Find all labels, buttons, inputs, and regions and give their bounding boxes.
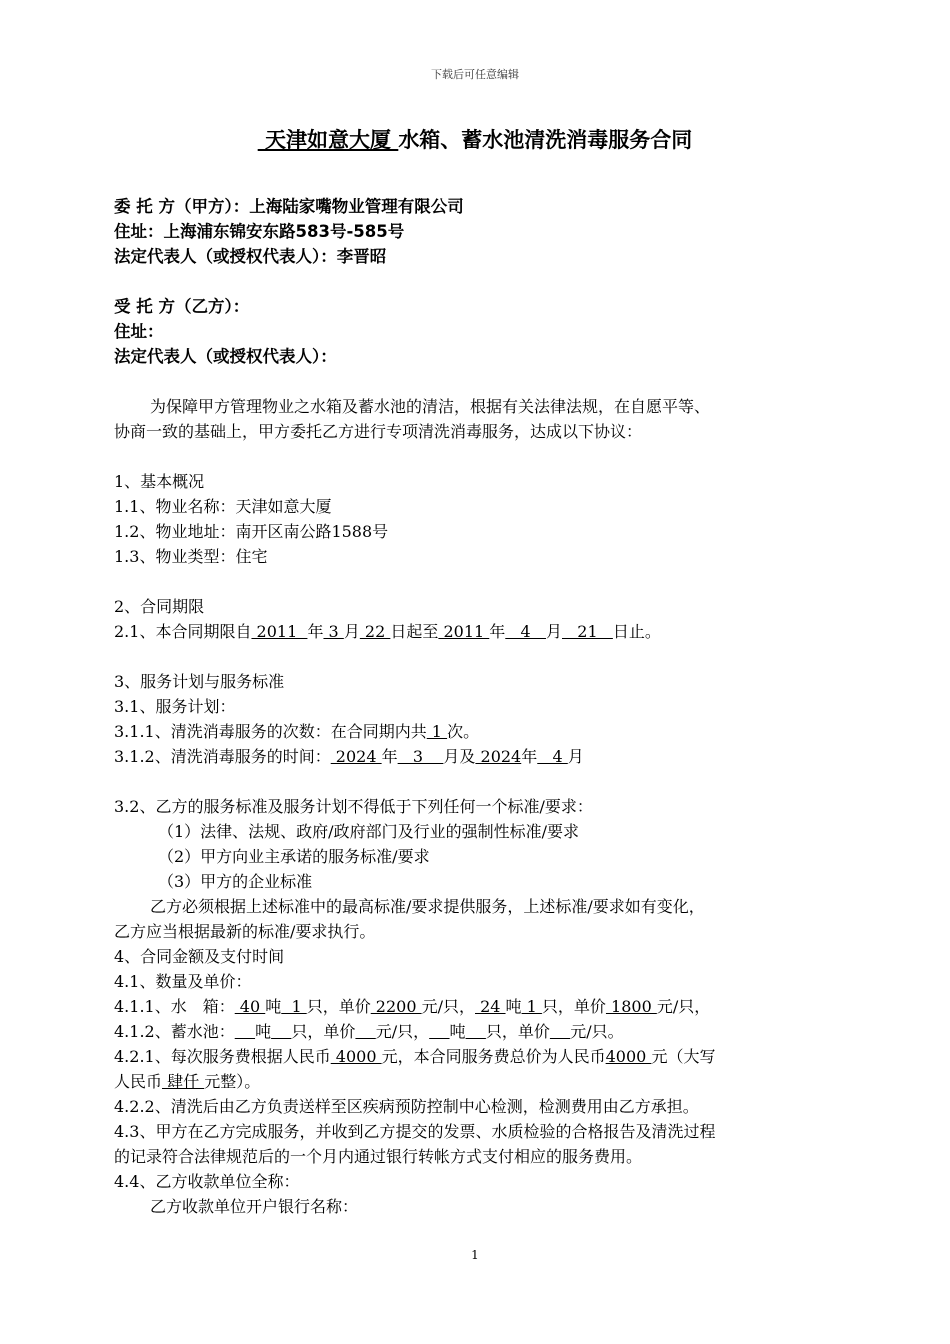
party-b-address: 住址： <box>114 322 164 341</box>
party-b-rep: 法定代表人（或授权代表人）： <box>114 347 337 366</box>
party-a-address: 住址：上海浦东锦安东路583号-585号 <box>114 222 405 241</box>
s3-heading: 3、服务计划与服务标准 <box>114 672 285 691</box>
s2-heading: 2、合同期限 <box>114 597 205 616</box>
s1-property-type: 1.3、物业类型：住宅 <box>114 547 268 566</box>
fee-in-words: 肆仟 <box>162 1072 205 1091</box>
s3-service-time: 3.1.2、清洗消毒服务的时间： 2024 年 3 月及 2024年 4 月 <box>114 747 584 766</box>
s1-property-name: 1.1、物业名称：天津如意大厦 <box>114 497 332 516</box>
service-month-2: 4 <box>537 747 568 766</box>
s3-service-count: 3.1.1、清洗消毒服务的次数：在合同期内共 1 次。 <box>114 722 480 741</box>
header-note: 下载后可任意编辑 <box>431 68 519 81</box>
fee-total: 4000 <box>605 1047 652 1066</box>
end-month: 4 <box>505 622 546 641</box>
end-year: 2011 <box>438 622 490 641</box>
end-day: 21 <box>562 622 613 641</box>
contract-body <box>114 194 844 1219</box>
s4-water-tank: 4.1.1、水 箱： 40 吨 1 只，单价 2200 元/只， 24 吨 1 只，单价 1800 元/只， <box>114 997 711 1016</box>
tank-tonnage-1: 40 <box>234 997 266 1016</box>
s4-payee: 4.4、乙方收款单位全称： <box>114 1172 300 1191</box>
service-count-value: 1 <box>426 722 448 741</box>
party-a-client: 委 托 方（甲方）：上海陆家嘴物业管理有限公司 <box>114 197 464 216</box>
title-property-name: 天津如意大厦 <box>257 128 399 152</box>
s4-testing: 4.2.2、清洗后由乙方负责送样至区疾病预防控制中心检测，检测费用由乙方承担。 <box>114 1097 699 1116</box>
service-year-1: 2024 <box>330 747 382 766</box>
s4-bank: 乙方收款单位开户银行名称： <box>150 1197 359 1216</box>
s4-fee: 4.2.1、每次服务费根据人民币 4000 元，本合同服务费总价为人民币4000 元（大写 <box>114 1047 716 1066</box>
s4-fee-words: 人民币 肆仟 元整）。 <box>114 1072 261 1091</box>
s3-standard-1: （1）法律、法规、政府/政府部门及行业的强制性标准/要求 <box>158 822 579 841</box>
s4-payment-2: 的记录符合法律规范后的一个月内通过银行转帐方式支付相应的服务费用。 <box>114 1147 643 1166</box>
s3-standard-note-2: 乙方应当根据最新的标准/要求执行。 <box>114 922 376 941</box>
service-year-2: 2024 <box>475 747 522 766</box>
tank-price-1: 2200 <box>370 997 422 1016</box>
tank-count-2: 1 <box>521 997 542 1016</box>
s3-plan: 3.1、服务计划： <box>114 697 236 716</box>
start-month: 3 <box>323 622 344 641</box>
s4-payment-1: 4.3、甲方在乙方完成服务，并收到乙方提交的发票、水质检验的合格报告及清洗过程 <box>114 1122 716 1141</box>
tank-price-2: 1800 <box>605 997 657 1016</box>
start-year: 2011 <box>251 622 308 641</box>
tank-count-1: 1 <box>281 997 307 1016</box>
intro-line-1: 为保障甲方管理物业之水箱及蓄水池的清洁，根据有关法律法规，在自愿平等、 <box>150 397 711 416</box>
s3-standard-2: （2）甲方向业主承诺的服务标准/要求 <box>158 847 430 866</box>
s2-term: 2.1、本合同期限自 2011 年 3 月 22 日起至 2011 年 4 月 21 日止。 <box>114 622 661 641</box>
party-b-trustee: 受 托 方（乙方）： <box>114 297 250 316</box>
s3-standard-note-1: 乙方必须根据上述标准中的最高标准/要求提供服务，上述标准/要求如有变化， <box>150 897 705 916</box>
fee-per-service: 4000 <box>330 1047 382 1066</box>
s1-heading: 1、基本概况 <box>114 472 205 491</box>
s3-standard-3: （3）甲方的企业标准 <box>158 872 313 891</box>
service-month-1: 3 <box>397 747 444 766</box>
s4-reservoir: 4.1.2、蓄水池： 吨 只，单价 元/只， 吨 只，单价 元/只。 <box>114 1022 624 1041</box>
s4-heading: 4、合同金额及支付时间 <box>114 947 285 966</box>
page-number: 1 <box>471 1248 479 1262</box>
s3-standard-heading: 3.2、乙方的服务标准及服务计划不得低于下列任何一个标准/要求： <box>114 797 593 816</box>
start-day: 22 <box>359 622 391 641</box>
party-a-rep: 法定代表人（或授权代表人）：李晋昭 <box>114 247 387 266</box>
s1-property-address: 1.2、物业地址：南开区南公路1588号 <box>114 522 389 541</box>
s4-qty-heading: 4.1、数量及单价： <box>114 972 252 991</box>
tank-tonnage-2: 24 <box>475 997 506 1016</box>
title-rest: 水箱、蓄水池清洗消毒服务合同 <box>398 128 693 152</box>
contract-title <box>0 124 950 154</box>
intro-line-2: 协商一致的基础上，甲方委托乙方进行专项清洗消毒服务，达成以下协议： <box>114 422 643 441</box>
